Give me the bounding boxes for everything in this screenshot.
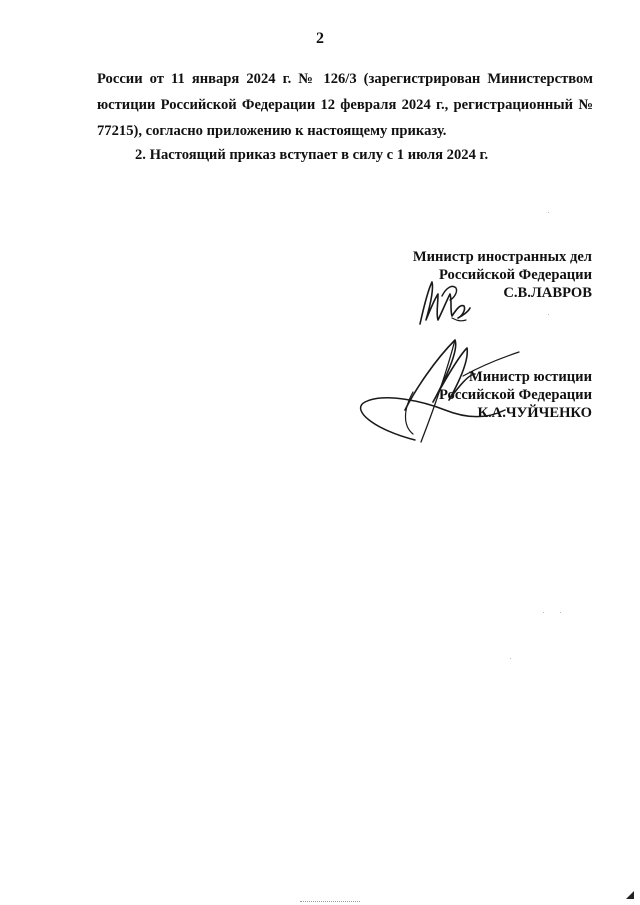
signatory-title-line1: Министр иностранных дел bbox=[412, 249, 592, 265]
signatory-title-line2: Российской Федерации bbox=[439, 387, 592, 403]
signatory-name: С.В.ЛАВРОВ bbox=[503, 285, 592, 301]
scan-edge-dots bbox=[300, 901, 360, 903]
handwritten-signature-2 bbox=[355, 330, 525, 475]
paragraph-continuation: России от 11 января 2024 г. № 126/3 (зарегистрирован Министерством юстиции Российской Федерации 12 февраля 2024 г., регистрационный № 77215), согласно приложению к настоящему приказу. bbox=[97, 71, 593, 139]
scan-speck bbox=[560, 612, 561, 613]
scan-speck bbox=[548, 314, 549, 315]
scan-corner-mark bbox=[626, 891, 634, 899]
scan-speck bbox=[510, 658, 511, 659]
handwritten-signature-1 bbox=[412, 276, 482, 336]
signatory-title-line2: Российской Федерации bbox=[439, 267, 592, 283]
signatory-name: К.А.ЧУЙЧЕНКО bbox=[477, 405, 592, 421]
signatory-title-line1: Министр юстиции bbox=[468, 369, 592, 385]
paragraph-effective-date: 2. Настоящий приказ вступает в силу с 1 июля 2024 г. bbox=[135, 147, 489, 163]
scan-speck bbox=[543, 612, 544, 613]
page-number: 2 bbox=[316, 30, 324, 47]
scan-speck bbox=[548, 212, 549, 213]
